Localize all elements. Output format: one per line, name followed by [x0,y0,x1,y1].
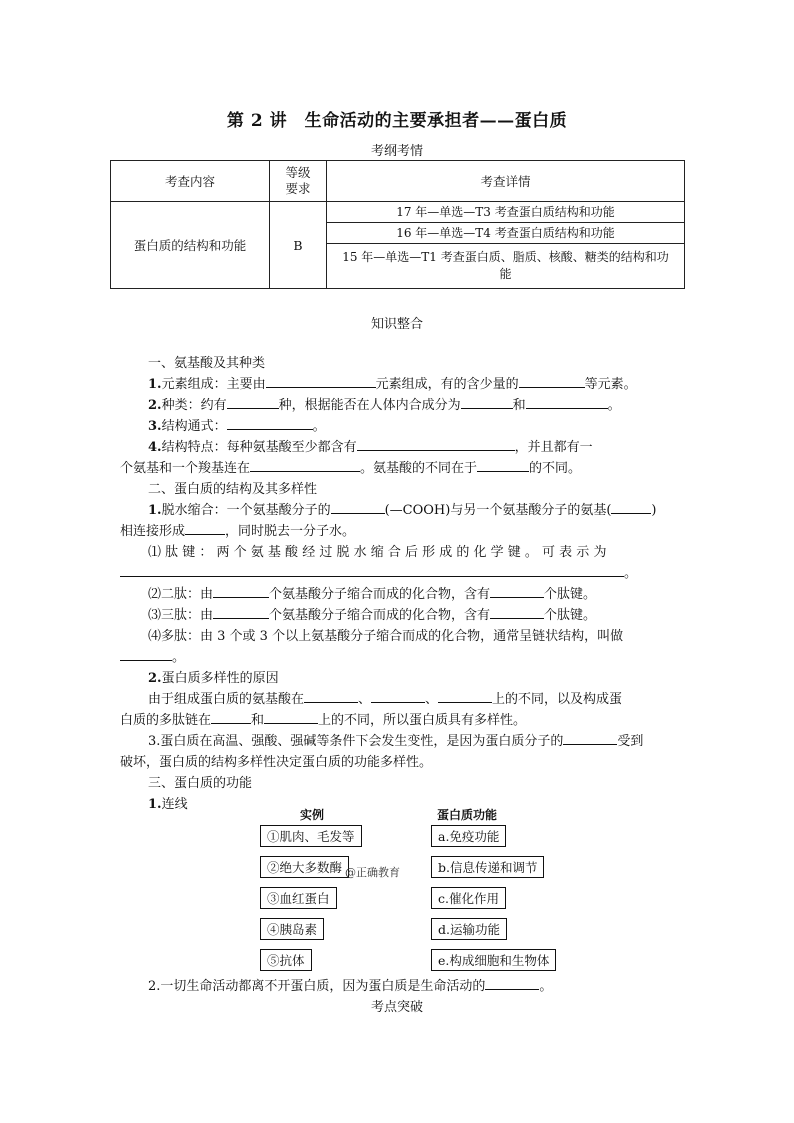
cell-detail-1: 17 年—单选—T3 考查蛋白质结构和功能 [327,202,685,223]
function-e: e.构成细胞和生物体 [431,949,556,971]
section-3-title: 三、蛋白质的功能 [148,776,253,791]
cell-detail-2: 16 年—单选—T4 考查蛋白质结构和功能 [327,223,685,244]
header-content: 考查内容 [111,161,270,202]
s1-item-2: 2.种类：约有 种，根据能否在人体内合成分为 和 。 [120,394,708,413]
function-b: b.信息传递和调节 [431,856,544,878]
header-details: 考查详情 [327,161,685,202]
cell-detail-3: 15 年—单选—T1 考查蛋白质、脂质、核酸、糖类的结构和功能 [327,244,685,289]
example-4: ④胰岛素 [260,918,324,940]
s2-sub-1: ⑴ 肽 键 ： 两 个 氨 基 酸 经 过 脱 水 缩 合 后 形 成 的 化 学 键 。 可 表 示 为 [148,545,607,560]
examples-column-heading: 实例 [300,808,325,822]
s1-item-4-cont: 个氨基和一个羧基连在 。氨基酸的不同在于 的不同。 [120,457,680,476]
key-points-heading: 考点突破 [370,1000,423,1015]
s2-item-1-cont: 相连接形成 ，同时脱去一分子水。 [120,520,680,539]
exam-requirements-table [110,160,685,289]
s1-item-4: 4.结构特点：每种氨基酸至少都含有 ，并且都有一 [120,436,708,455]
s2-sub-4: ⑷多肽：由 3 个或 3 个以上氨基酸分子缩合而成的化合物，通常呈链状结构，叫做 [148,629,624,644]
knowledge-heading: 知识整合 [370,317,423,332]
s1-item-1: 1.元素组成：主要由 元素组成，有的含少量的 等元素。 [120,373,708,392]
cell-level: B [270,202,327,289]
function-a: a.免疫功能 [431,825,506,847]
section-1-title: 一、氨基酸及其种类 [148,356,266,371]
s2-item-2-body-cont: 白质的多肽链在 和 上的不同，所以蛋白质具有多样性。 [120,709,680,728]
s2-sub-2: ⑵二肽：由 个氨基酸分子缩合而成的化合物，含有 个肽键。 [120,583,708,602]
example-2: ②绝大多数酶 [260,856,349,878]
s2-sub-1-cont: 。 [120,562,680,581]
s3-item-1: 1.连线 [148,797,188,812]
example-1: ①肌肉、毛发等 [260,825,362,847]
example-5: ⑤抗体 [260,949,312,971]
s1-item-3: 3.结构通式： 。 [120,415,708,434]
watermark: @正确教育 [345,866,400,879]
section-2-title: 二、蛋白质的结构及其多样性 [148,482,318,497]
s3-item-2: 2.一切生命活动都离不开蛋白质，因为蛋白质是生命活动的 。 [120,975,708,994]
table-row [111,202,685,223]
function-c: c.催化作用 [431,887,506,909]
cell-content: 蛋白质的结构和功能 [111,202,270,289]
lesson-title: 第 2 讲 生命活动的主要承担者——蛋白质 [226,111,568,131]
s2-item-2: 2.蛋白质多样性的原因 [148,671,279,686]
s2-item-2-body: 由于组成蛋白质的氨基酸在 、 、 上的不同，以及构成蛋 [120,688,708,707]
exam-outline-heading: 考纲考情 [370,144,423,159]
functions-column-heading: 蛋白质功能 [437,808,498,822]
example-3: ③血红蛋白 [260,887,337,909]
header-level: 等级 要求 [270,161,327,202]
function-d: d.运输功能 [431,918,507,940]
s2-sub-3: ⑶三肽：由 个氨基酸分子缩合而成的化合物，含有 个肽键。 [120,604,708,623]
s2-item-1: 1.脱水缩合：一个氨基酸分子的 (—COOH)与另一个氨基酸分子的氨基( ) [120,499,708,518]
s2-sub-4-cont: 。 [120,646,680,665]
s2-item-3-cont: 破坏，蛋白质的结构多样性决定蛋白质的功能多样性。 [120,755,433,770]
table-header-row [111,161,685,202]
s2-item-3: 3.蛋白质在高温、强酸、强碱等条件下会发生变性，是因为蛋白质分子的 受到 [120,730,708,749]
